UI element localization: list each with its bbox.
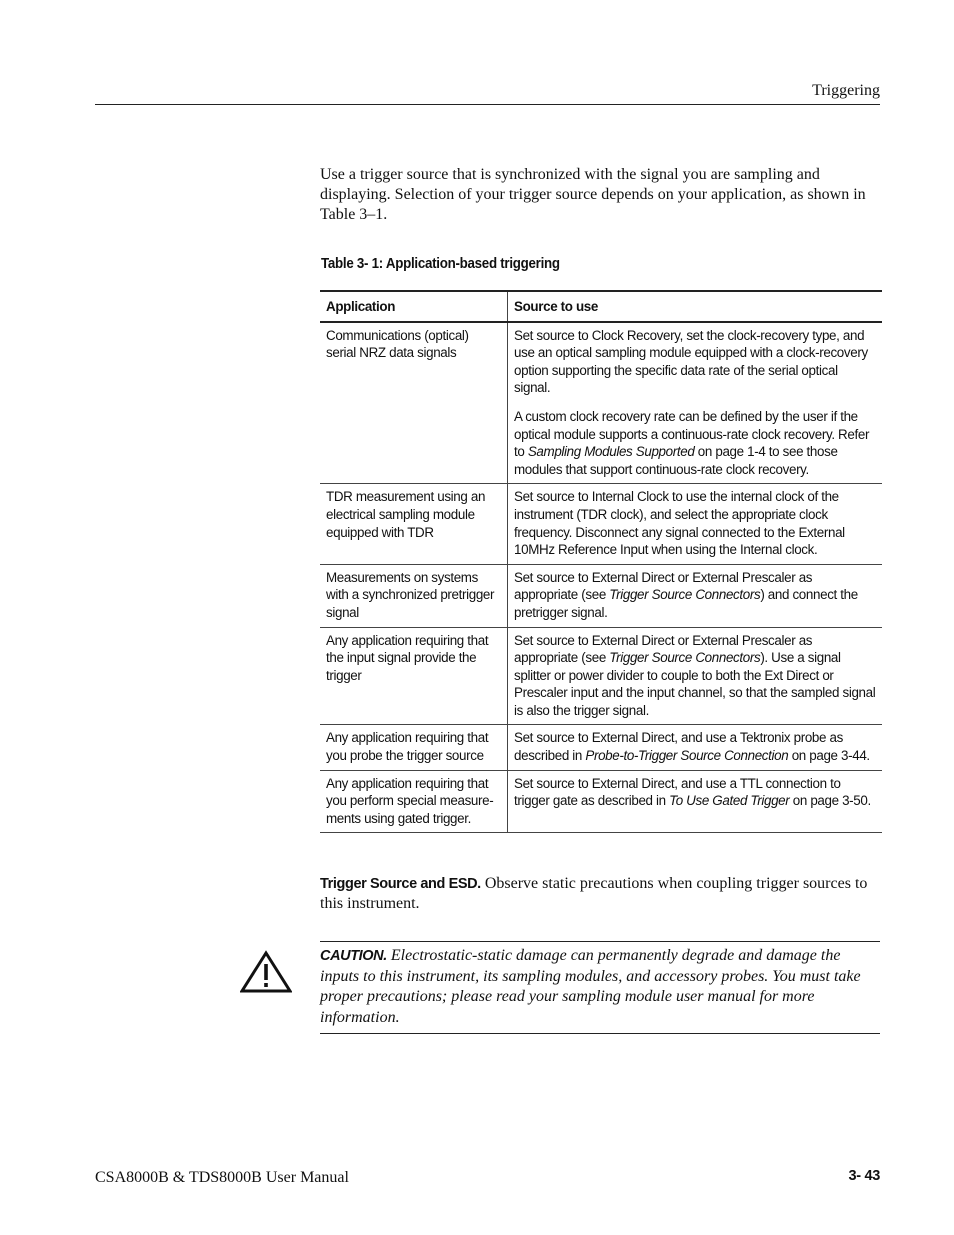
text-run: on page 3-44.: [788, 748, 870, 764]
cross-reference: Sampling Modules Supported: [527, 444, 695, 460]
caution-text: [320, 946, 880, 1028]
table-row: [320, 627, 882, 725]
cell-source: Set source to Internal Clock to use the internal clock of the instrument (TDR clock), and select the appropriate clock frequency. Disconnect any signal connected to the External 10MHz Reference Input when using the Internal clock.: [508, 484, 883, 564]
cell-source: [508, 770, 883, 833]
caution-box: [320, 941, 880, 1034]
esd-runin-heading: Trigger Source and ESD.: [320, 876, 481, 892]
caution-label: CAUTION.: [320, 948, 387, 964]
table-caption: Table 3- 1: Application-based triggering: [321, 256, 560, 272]
text-run: Set source to External Direct or External Prescaler as appropriate (see: [514, 569, 813, 603]
cell-application: Communications (optical) serial NRZ data signals: [320, 322, 508, 484]
caution-body: Electrostatic-static damage can permanently degrade and damage the inputs to this instrument, its sampling modules, and accessory probes. You must take proper precautions; please read your sampling module user manual for more information.: [320, 947, 861, 1026]
text-run: ) and connect the pretrigger signal.: [514, 587, 858, 620]
cell-source: [508, 322, 883, 484]
text-run: on page 3-50.: [789, 793, 871, 809]
table-row: [320, 564, 882, 627]
source-paragraph: [514, 408, 876, 478]
esd-paragraph: [320, 874, 880, 914]
cell-application: TDR measurement using an electrical sampling module equipped with TDR: [320, 484, 508, 564]
table-row: [320, 322, 882, 484]
source-paragraph: Set source to Clock Recovery, set the clock-recovery type, and use an optical sampling module equipped with a clock-recovery option supporting the specific data rate of the serial optical signal.: [514, 327, 868, 396]
footer-page-number: 3- 43: [848, 1168, 880, 1184]
table-header-row: [320, 291, 882, 322]
cross-reference: Probe-to-Trigger Source Connection: [585, 748, 789, 764]
table-row: [320, 725, 882, 770]
text-run: Set source to External Direct or External Prescaler as appropriate (see: [514, 632, 813, 666]
warning-triangle-icon: [240, 950, 292, 994]
text-run: Set source to External Direct, and use a Tektronix probe as described in: [514, 730, 843, 764]
cell-application: Any application requiring that the input signal provide the trigger: [320, 627, 508, 725]
running-header: [95, 82, 880, 105]
header-application: Application: [320, 291, 508, 322]
cross-reference: Trigger Source Connectors: [609, 650, 761, 666]
text-run: A custom clock recovery rate can be defined by the user if the optical module supports a continuous-rate clock recovery. Refer to: [514, 408, 870, 460]
cell-source: [508, 564, 883, 627]
footer-manual-title: CSA8000B & TDS8000B User Manual: [95, 1169, 349, 1186]
intro-paragraph: Use a trigger source that is synchronized with the signal you are sampling and displaying. Selection of your trigger source depends on your application, as shown in Table 3–1.: [320, 166, 866, 223]
table-row: [320, 484, 882, 564]
cell-application: Any application requiring that you probe the trigger source: [320, 725, 508, 770]
cross-reference: To Use Gated Trigger: [669, 793, 790, 809]
esd-text: Observe static precautions when coupling trigger sources to this instrument.: [320, 875, 868, 912]
text-run: Set source to External Direct, and use a TTL connection to trigger gate as described in: [514, 775, 841, 809]
text-run: ). Use a signal splitter or power divider to couple to both the Ext Direct or Prescaler input and the input channel, so that the sampled signal is also the trigger signal.: [514, 650, 876, 718]
table-row: [320, 770, 882, 833]
cell-application: Any application requiring that you perform special measure-ments using gated trigger.: [320, 770, 508, 833]
cell-source: [508, 627, 883, 725]
header-source: Source to use: [508, 291, 883, 322]
section-title: Triggering: [812, 82, 880, 99]
triggering-table: [320, 290, 882, 833]
cross-reference: Trigger Source Connectors: [609, 587, 761, 603]
cell-application: Measurements on systems with a synchronized pretrigger signal: [320, 564, 508, 627]
cell-source: [508, 725, 883, 770]
text-run: on page 1-4 to see those modules that support continuous-rate clock recovery.: [514, 444, 838, 477]
